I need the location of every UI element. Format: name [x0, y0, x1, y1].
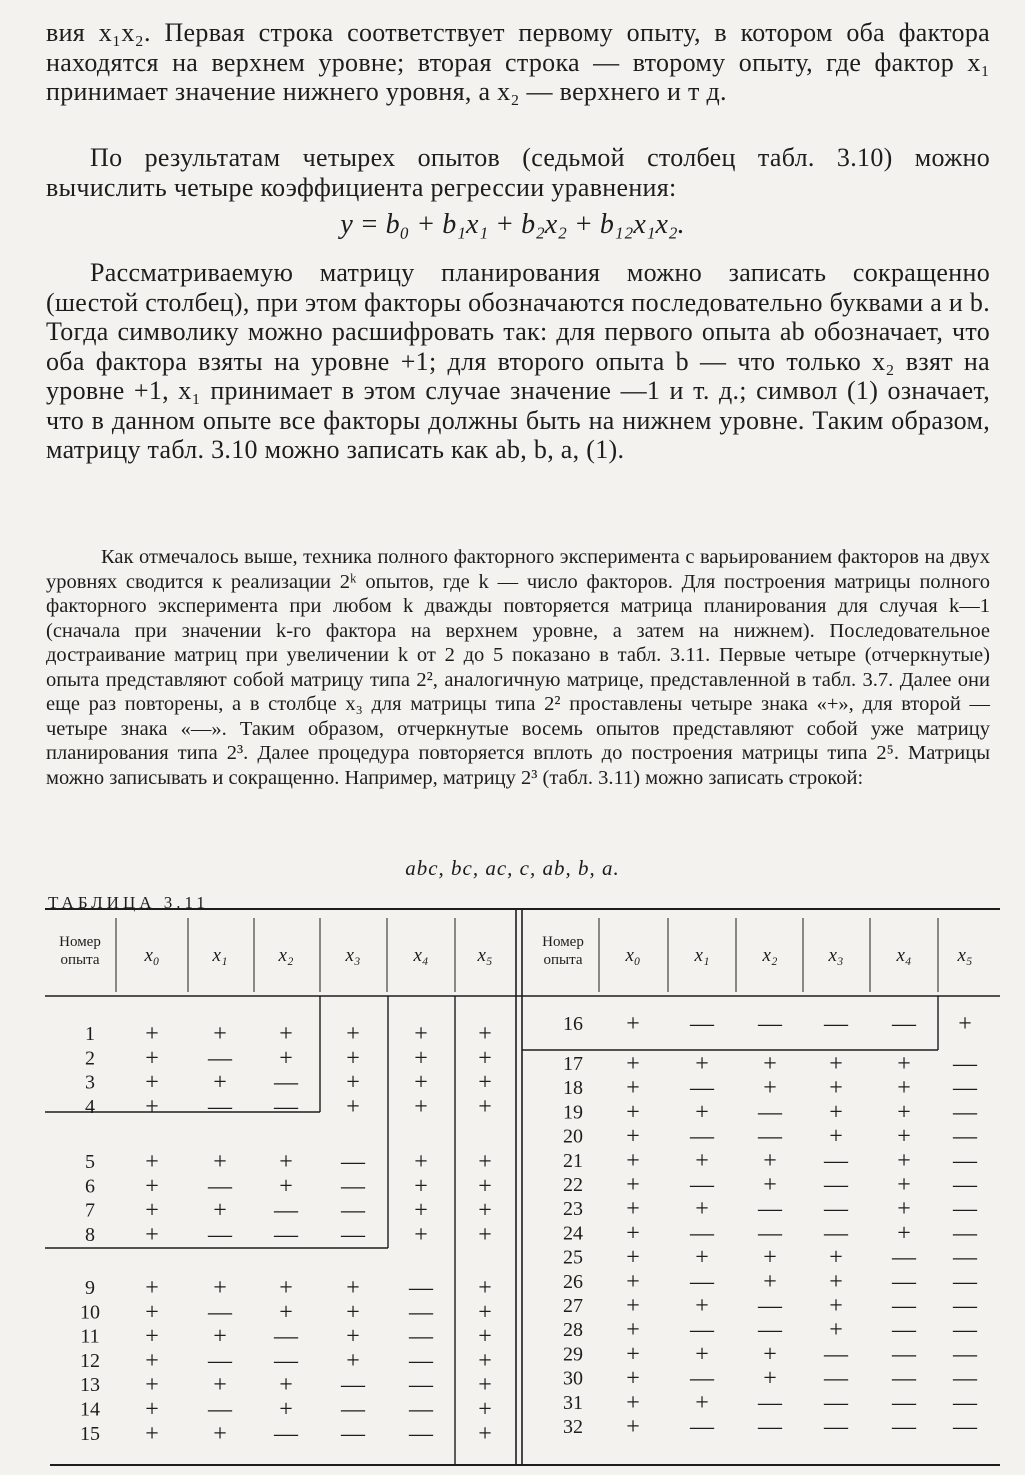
header-left-x5: x₅ — [477, 945, 493, 966]
cell-run6-x2: + — [279, 1173, 293, 1200]
cell-run10-x2: + — [279, 1299, 293, 1326]
regression-equation: y = b₀ + b₁x₁ + b₂x₂ + b₁₂x₁x₂. — [340, 209, 685, 240]
run-number-5: 5 — [85, 1151, 95, 1173]
run-number-9: 9 — [85, 1277, 95, 1299]
cell-run7-x5: + — [478, 1197, 492, 1224]
cell-run3-x1: + — [213, 1069, 227, 1096]
cell-run4-x1: — — [208, 1093, 232, 1120]
header-left-x4: x₄ — [413, 945, 429, 966]
cell-run20-x1: — — [690, 1123, 714, 1150]
cell-run5-x3: — — [341, 1149, 365, 1175]
cell-run18-x0: + — [626, 1075, 640, 1102]
cell-run23-x3: — — [824, 1196, 848, 1223]
run-number-29: 29 — [563, 1343, 583, 1366]
cell-run4-x2: — — [274, 1093, 298, 1120]
cell-run29-x1: + — [695, 1341, 709, 1368]
cell-run27-x2: — — [758, 1293, 782, 1319]
cell-run15-x1: + — [213, 1420, 227, 1447]
cell-run16-x1: — — [690, 1011, 714, 1037]
header-right-x5: x₅ — [957, 945, 973, 966]
cell-run18-x2: + — [763, 1075, 777, 1102]
paragraph-full-factorial: Как отмечалось выше, техника полного факторного эксперимента с варьированием факторов на двух уровнях сводится к реализации 2ᵏ опытов, где k — число факторов. Для построения матрицы полного факторного эксперимента при любом k дважды повторяется матрица планирования для случая k—1 (сначала при значении k-го фактора на верхнем уровне, а затем на нижнем). Последовательное достраивание матриц при увеличении k от 2 до 5 показано в табл. 3.11. Первые четыре (отчеркнутые) опыта представляют собой матрицу типа 2², аналогичную матрице, представленной в табл. 3.7. Далее они еще раз повторены, а в столбце x₃ для матрицы типа 2² проставлены четыре знака «+», для второй — четыре знака «—». Таким образом, отчеркнутые восемь опытов представляют собой уже матрицу планирования типа 2³. Далее процедура повторяется вплоть до построения матрицы типа 2⁵. Матрицы можно записывать и сокращенно. Например, матрицу 2³ (табл. 3.11) можно записать строкой: — [46, 546, 990, 789]
cell-run29-x4: — — [892, 1341, 916, 1368]
cell-run30-x2: + — [763, 1365, 777, 1392]
cell-run10-x3: + — [346, 1299, 360, 1326]
header-left-x1: x₁ — [212, 945, 228, 966]
cell-run4-x4: + — [414, 1093, 428, 1120]
cell-run6-x0: + — [145, 1173, 159, 1200]
cell-run16-x0: + — [626, 1011, 640, 1037]
cell-run18-x3: + — [829, 1075, 843, 1102]
cell-run29-x3: — — [824, 1341, 848, 1368]
cell-run1-x0: + — [145, 1021, 159, 1047]
cell-run14-x1: — — [208, 1396, 232, 1423]
cell-run2-x2: + — [279, 1045, 293, 1072]
run-number-17: 17 — [563, 1053, 583, 1075]
cell-run13-x3: — — [341, 1372, 365, 1399]
cell-run14-x0: + — [145, 1396, 159, 1423]
cell-run12-x3: + — [346, 1347, 360, 1374]
cell-run5-x4: + — [414, 1149, 428, 1175]
run-number-28: 28 — [563, 1319, 583, 1342]
run-number-30: 30 — [563, 1367, 583, 1390]
cell-run9-x4: — — [409, 1275, 433, 1301]
run-number-3: 3 — [85, 1071, 95, 1094]
header-right-x3: x₃ — [828, 945, 844, 966]
cell-run19-x4: + — [897, 1099, 911, 1126]
cell-run16-x2: — — [758, 1011, 782, 1037]
run-number-25: 25 — [563, 1246, 583, 1269]
cell-run8-x0: + — [145, 1221, 159, 1248]
run-number-15: 15 — [80, 1422, 100, 1445]
cell-run26-x0: + — [626, 1268, 640, 1295]
cell-run5-x1: + — [213, 1149, 227, 1175]
cell-run1-x2: + — [279, 1021, 293, 1047]
cell-run16-x3: — — [824, 1011, 848, 1037]
cell-run20-x3: + — [829, 1123, 843, 1150]
cell-run17-x0: + — [626, 1051, 640, 1077]
cell-run11-x2: — — [274, 1323, 298, 1350]
cell-run21-x3: — — [824, 1147, 848, 1174]
cell-run6-x5: + — [478, 1173, 492, 1200]
cell-run10-x0: + — [145, 1299, 159, 1326]
cell-run17-x2: + — [763, 1051, 777, 1077]
cell-run2-x3: + — [346, 1045, 360, 1072]
run-number-2: 2 — [85, 1047, 95, 1070]
cell-run30-x0: + — [626, 1365, 640, 1392]
cell-run13-x1: + — [213, 1372, 227, 1399]
cell-run17-x1: + — [695, 1051, 709, 1077]
cell-run6-x4: + — [414, 1173, 428, 1200]
cell-run30-x3: — — [824, 1365, 848, 1392]
cell-run8-x5: + — [478, 1221, 492, 1248]
cell-run17-x5: — — [953, 1051, 977, 1077]
cell-run13-x4: — — [409, 1372, 433, 1399]
cell-run21-x4: + — [897, 1147, 911, 1174]
cell-run32-x4: — — [892, 1414, 916, 1440]
run-number-27: 27 — [563, 1295, 583, 1317]
cell-run19-x0: + — [626, 1099, 640, 1126]
cell-run3-x2: — — [274, 1069, 298, 1096]
cell-run20-x4: + — [897, 1123, 911, 1150]
cell-run12-x1: — — [208, 1347, 232, 1374]
header-right-x0: x₀ — [625, 945, 641, 966]
cell-run24-x3: — — [824, 1220, 848, 1247]
cell-run26-x4: — — [892, 1268, 916, 1295]
cell-run5-x5: + — [478, 1149, 492, 1175]
cell-run31-x4: — — [892, 1389, 916, 1416]
cell-run24-x5: — — [953, 1220, 977, 1247]
cell-run28-x1: — — [690, 1317, 714, 1344]
cell-run25-x1: + — [695, 1244, 709, 1271]
cell-run26-x3: + — [829, 1268, 843, 1295]
cell-run8-x4: + — [414, 1221, 428, 1248]
cell-run10-x1: — — [208, 1299, 232, 1326]
cell-run9-x3: + — [346, 1275, 360, 1301]
run-number-21: 21 — [563, 1149, 583, 1172]
cell-run19-x1: + — [695, 1099, 709, 1126]
cell-run25-x2: + — [763, 1244, 777, 1271]
run-number-4: 4 — [85, 1095, 95, 1118]
cell-run3-x5: + — [478, 1069, 492, 1096]
run-number-14: 14 — [80, 1398, 100, 1421]
cell-run24-x4: + — [897, 1220, 911, 1247]
cell-run22-x0: + — [626, 1172, 640, 1198]
cell-run28-x2: — — [758, 1317, 782, 1344]
matrix-sequence: abc, bc, ac, c, ab, b, a. — [405, 856, 620, 880]
cell-run18-x5: — — [953, 1075, 977, 1102]
cell-run17-x4: + — [897, 1051, 911, 1077]
cell-run24-x0: + — [626, 1220, 640, 1247]
cell-run2-x0: + — [145, 1045, 159, 1072]
cell-run2-x5: + — [478, 1045, 492, 1072]
cell-run27-x3: + — [829, 1293, 843, 1319]
cell-run5-x0: + — [145, 1149, 159, 1175]
run-number-24: 24 — [563, 1222, 583, 1245]
cell-run7-x2: — — [274, 1197, 298, 1224]
cell-run32-x1: — — [690, 1414, 714, 1440]
cell-run22-x3: — — [824, 1172, 848, 1198]
cell-run32-x3: — — [824, 1414, 848, 1440]
cell-run9-x5: + — [478, 1275, 492, 1301]
run-number-7: 7 — [85, 1199, 95, 1222]
cell-run31-x2: — — [758, 1389, 782, 1416]
cell-run32-x0: + — [626, 1414, 640, 1440]
header-left-x3: x₃ — [345, 945, 361, 966]
cell-run26-x2: + — [763, 1268, 777, 1295]
cell-run23-x5: — — [953, 1196, 977, 1223]
cell-run24-x2: — — [758, 1220, 782, 1247]
cell-run19-x2: — — [758, 1099, 782, 1126]
cell-run6-x3: — — [341, 1173, 365, 1200]
run-number-18: 18 — [563, 1077, 583, 1100]
cell-run23-x0: + — [626, 1196, 640, 1223]
cell-run19-x3: + — [829, 1099, 843, 1126]
cell-run26-x1: — — [690, 1268, 714, 1295]
cell-run11-x3: + — [346, 1323, 360, 1350]
cell-run28-x5: — — [953, 1317, 977, 1344]
cell-run9-x1: + — [213, 1275, 227, 1301]
cell-run21-x1: + — [695, 1147, 709, 1174]
cell-run11-x4: — — [409, 1323, 433, 1350]
cell-run17-x3: + — [829, 1051, 843, 1077]
cell-run16-x5: + — [958, 1011, 972, 1037]
run-number-16: 16 — [563, 1013, 583, 1035]
cell-run29-x0: + — [626, 1341, 640, 1368]
cell-run27-x1: + — [695, 1293, 709, 1319]
cell-run7-x1: + — [213, 1197, 227, 1224]
header-right-x1: x₁ — [694, 945, 710, 966]
cell-run9-x2: + — [279, 1275, 293, 1301]
cell-run2-x1: — — [208, 1045, 232, 1072]
cell-run28-x0: + — [626, 1317, 640, 1344]
cell-run28-x4: — — [892, 1317, 916, 1344]
cell-run1-x3: + — [346, 1021, 360, 1047]
cell-run15-x3: — — [341, 1420, 365, 1447]
cell-run22-x4: + — [897, 1172, 911, 1198]
run-number-23: 23 — [563, 1198, 583, 1221]
cell-run13-x5: + — [478, 1372, 492, 1399]
run-number-13: 13 — [80, 1374, 100, 1397]
cell-run15-x2: — — [274, 1420, 298, 1447]
cell-run8-x2: — — [274, 1221, 298, 1248]
cell-run23-x4: + — [897, 1196, 911, 1223]
paragraph-notation: Рассматриваемую матрицу планирования можно записать сокращенно (шестой столбец), при этом факторы обозначаются последовательно буквами a и b. Тогда символику можно расшифровать так: для первого опыта ab обозначает, что оба фактора взяты на уровне +1; для второго опыта b — что только x₂ взят на уровне +1, x₁ принимает в этом случае значение —1 и т. д.; символ (1) означает, что в данном опыте все факторы должны быть на нижнем уровне. Таким образом, матрицу табл. 3.10 можно записать как ab, b, a, (1). — [46, 258, 990, 464]
cell-run25-x0: + — [626, 1244, 640, 1271]
cell-run11-x5: + — [478, 1323, 492, 1350]
header-run-number-right: Номер опыта — [542, 934, 584, 968]
cell-run16-x4: — — [892, 1011, 916, 1037]
cell-run14-x2: + — [279, 1396, 293, 1423]
cell-run20-x0: + — [626, 1123, 640, 1150]
cell-run24-x1: — — [690, 1220, 714, 1247]
cell-run22-x1: — — [690, 1172, 714, 1198]
run-number-32: 32 — [563, 1416, 583, 1438]
cell-run13-x2: + — [279, 1372, 293, 1399]
cell-run7-x4: + — [414, 1197, 428, 1224]
cell-run21-x0: + — [626, 1147, 640, 1174]
cell-run32-x2: — — [758, 1414, 782, 1440]
cell-run14-x3: — — [341, 1396, 365, 1423]
cell-run27-x5: — — [953, 1293, 977, 1319]
header-left-x2: x₂ — [278, 945, 294, 966]
cell-run26-x5: — — [953, 1268, 977, 1295]
header-right-x4: x₄ — [896, 945, 912, 966]
cell-run10-x4: — — [409, 1299, 433, 1326]
cell-run4-x5: + — [478, 1093, 492, 1120]
cell-run18-x1: — — [690, 1075, 714, 1102]
cell-run29-x2: + — [763, 1341, 777, 1368]
run-number-31: 31 — [563, 1391, 583, 1414]
cell-run32-x5: — — [953, 1414, 977, 1440]
cell-run19-x5: — — [953, 1099, 977, 1126]
run-number-8: 8 — [85, 1223, 95, 1246]
cell-run3-x4: + — [414, 1069, 428, 1096]
cell-run29-x5: — — [953, 1341, 977, 1368]
cell-run4-x3: + — [346, 1093, 360, 1120]
run-number-20: 20 — [563, 1125, 583, 1148]
run-number-26: 26 — [563, 1270, 583, 1293]
header-right-x2: x₂ — [762, 945, 778, 966]
run-number-1: 1 — [85, 1023, 95, 1045]
cell-run3-x0: + — [145, 1069, 159, 1096]
cell-run30-x4: — — [892, 1365, 916, 1392]
paragraph-regression: По результатам четырех опытов (седьмой столбец табл. 3.10) можно вычислить четыре коэффициента регрессии уравнения: — [46, 143, 990, 202]
cell-run31-x1: + — [695, 1389, 709, 1416]
cell-run23-x2: — — [758, 1196, 782, 1223]
run-number-11: 11 — [80, 1325, 100, 1348]
cell-run25-x4: — — [892, 1244, 916, 1271]
header-run-number-left: Номер опыта — [59, 934, 101, 968]
cell-run5-x2: + — [279, 1149, 293, 1175]
run-number-10: 10 — [80, 1301, 100, 1324]
cell-run7-x0: + — [145, 1197, 159, 1224]
cell-run4-x0: + — [145, 1093, 159, 1120]
paragraph-continuation: вия x₁x₂. Первая строка соответствует первому опыту, в котором оба фактора находятся на верхнем уровне; вторая строка — второму опыту, где фактор x₁ принимает значение нижнего уровня, а x₂ — верхнего и т д. — [46, 18, 990, 106]
header-left-x0: x₀ — [144, 945, 160, 966]
cell-run3-x3: + — [346, 1069, 360, 1096]
cell-run12-x0: + — [145, 1347, 159, 1374]
cell-run25-x5: — — [953, 1244, 977, 1271]
cell-run1-x4: + — [414, 1021, 428, 1047]
run-number-12: 12 — [80, 1349, 100, 1372]
cell-run20-x2: — — [758, 1123, 782, 1150]
cell-run12-x2: — — [274, 1347, 298, 1374]
cell-run31-x3: — — [824, 1389, 848, 1416]
cell-run27-x4: — — [892, 1293, 916, 1319]
table-caption: ТАБЛИЦА 3.11 — [48, 893, 209, 912]
cell-run22-x5: — — [953, 1172, 977, 1198]
cell-run31-x5: — — [953, 1389, 977, 1416]
cell-run15-x4: — — [409, 1420, 433, 1447]
cell-run1-x5: + — [478, 1021, 492, 1047]
cell-run20-x5: — — [953, 1123, 977, 1150]
run-number-6: 6 — [85, 1175, 95, 1198]
cell-run13-x0: + — [145, 1372, 159, 1399]
cell-run28-x3: + — [829, 1317, 843, 1344]
cell-run14-x5: + — [478, 1396, 492, 1423]
cell-run12-x4: — — [409, 1347, 433, 1374]
cell-run21-x2: + — [763, 1147, 777, 1174]
cell-run18-x4: + — [897, 1075, 911, 1102]
cell-run21-x5: — — [953, 1147, 977, 1174]
cell-run8-x1: — — [208, 1221, 232, 1248]
cell-run2-x4: + — [414, 1045, 428, 1072]
cell-run15-x0: + — [145, 1420, 159, 1447]
cell-run8-x3: — — [341, 1221, 365, 1248]
cell-run22-x2: + — [763, 1172, 777, 1198]
cell-run11-x1: + — [213, 1323, 227, 1350]
cell-run15-x5: + — [478, 1420, 492, 1447]
cell-run1-x1: + — [213, 1021, 227, 1047]
cell-run7-x3: — — [341, 1197, 365, 1224]
run-number-22: 22 — [563, 1174, 583, 1196]
cell-run30-x5: — — [953, 1365, 977, 1392]
cell-run23-x1: + — [695, 1196, 709, 1223]
cell-run27-x0: + — [626, 1293, 640, 1319]
cell-run12-x5: + — [478, 1347, 492, 1374]
cell-run11-x0: + — [145, 1323, 159, 1350]
run-number-19: 19 — [563, 1101, 583, 1124]
cell-run25-x3: + — [829, 1244, 843, 1271]
cell-run31-x0: + — [626, 1389, 640, 1416]
cell-run9-x0: + — [145, 1275, 159, 1301]
cell-run6-x1: — — [208, 1173, 232, 1200]
cell-run30-x1: — — [690, 1365, 714, 1392]
cell-run14-x4: — — [409, 1396, 433, 1423]
cell-run10-x5: + — [478, 1299, 492, 1326]
